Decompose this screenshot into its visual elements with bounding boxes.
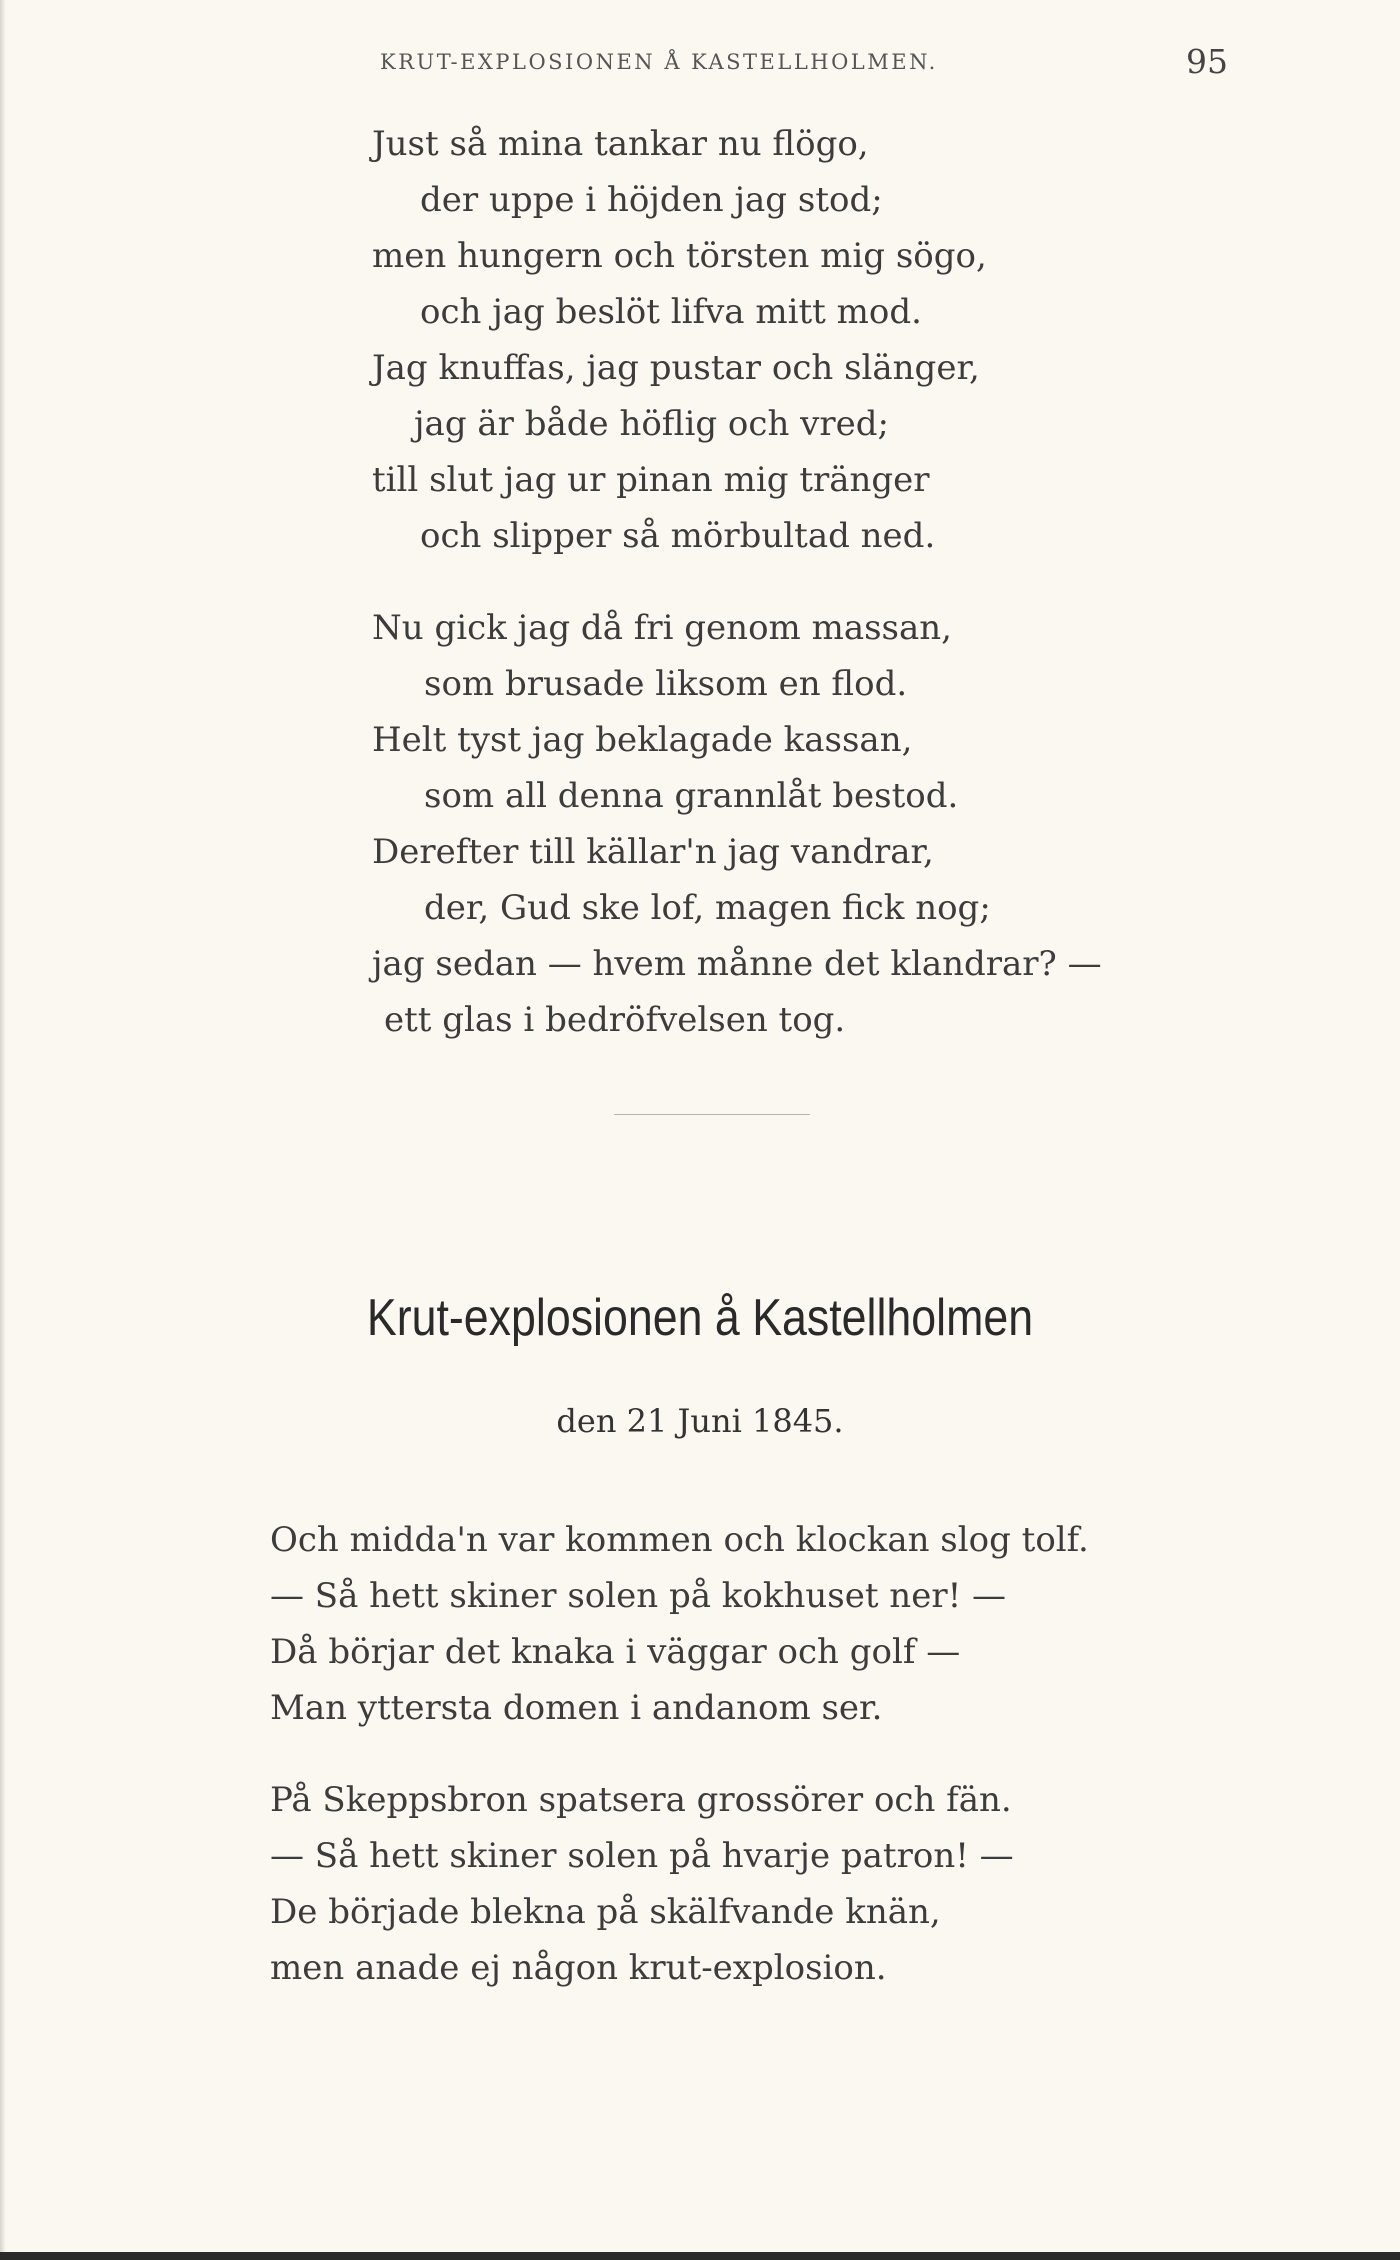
verse-line: och jag beslöt lifva mitt mod. (420, 292, 922, 332)
poem-title: Krut-explosionen å Kastellholmen (366, 1289, 1034, 1347)
verse-line: Och midda'n var kommen och klockan slog tolf. (270, 1520, 1089, 1560)
page-left-edge (0, 0, 6, 2260)
verse-line: Helt tyst jag beklagade kassan, (372, 720, 913, 760)
verse-line: — Så hett skiner solen på hvarje patron! — (270, 1836, 1014, 1876)
verse-line: till slut jag ur pinan mig tränger (372, 460, 930, 500)
poem-date: den 21 Juni 1845. (556, 1402, 844, 1440)
verse-line: Man yttersta domen i andanom ser. (270, 1688, 883, 1728)
verse-line: ett glas i bedröfvelsen tog. (384, 1000, 846, 1040)
verse-line: Just så mina tankar nu flögo, (372, 124, 869, 164)
section-divider (614, 1114, 810, 1115)
page-number: 95 (1186, 42, 1228, 81)
verse-line: der uppe i höjden jag stod; (420, 180, 883, 220)
running-head: KRUT-EXPLOSIONEN Å KASTELLHOLMEN. (380, 50, 938, 74)
verse-line: der, Gud ske lof, magen fick nog; (424, 888, 991, 928)
page-bottom-edge (0, 2252, 1400, 2260)
verse-line: och slipper så mörbultad ned. (420, 516, 936, 556)
verse-line: — Så hett skiner solen på kokhuset ner! — (270, 1576, 1007, 1616)
verse-line: som all denna grannlåt bestod. (424, 776, 959, 816)
verse-line: Derefter till källar'n jag vandrar, (372, 832, 934, 872)
verse-line: som brusade liksom en flod. (424, 664, 908, 704)
verse-line: De började blekna på skälfvande knän, (270, 1892, 941, 1932)
verse-line: jag sedan — hvem månne det klandrar? — (372, 944, 1102, 984)
verse-line: Då börjar det knaka i väggar och golf — (270, 1632, 961, 1672)
verse-line: Nu gick jag då fri genom massan, (372, 608, 952, 648)
verse-line: men hungern och törsten mig sögo, (372, 236, 987, 276)
verse-line: jag är både höflig och vred; (414, 404, 889, 444)
verse-line: På Skeppsbron spatsera grossörer och fän. (270, 1780, 1012, 1820)
verse-line: Jag knuffas, jag pustar och slänger, (372, 348, 980, 388)
verse-line: men anade ej någon krut-explosion. (270, 1948, 887, 1988)
